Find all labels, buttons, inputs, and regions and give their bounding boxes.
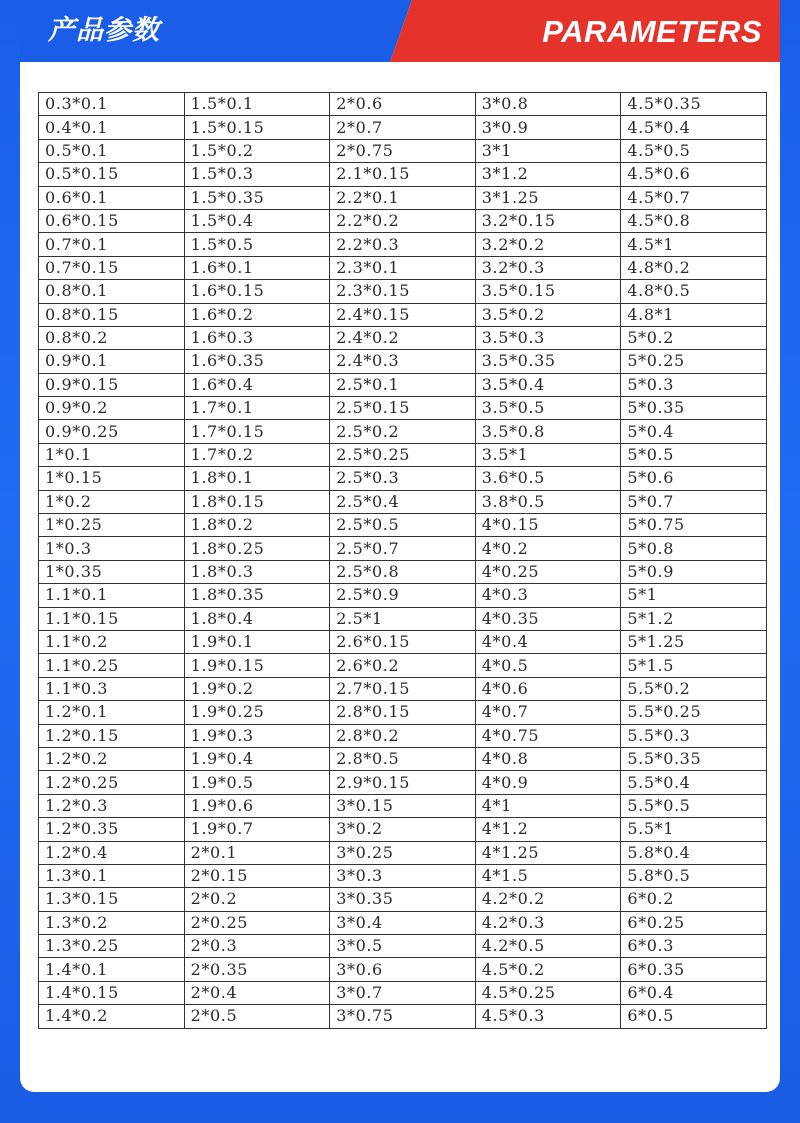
table-cell: 3.5*0.3 (475, 326, 621, 349)
table-row (39, 1005, 767, 1028)
table-cell: 5.5*0.3 (621, 724, 767, 747)
table-cell: 2.6*0.15 (330, 630, 476, 653)
table-cell: 3*0.8 (475, 93, 621, 116)
table-cell: 2*0.4 (184, 981, 330, 1004)
table-cell: 0.7*0.15 (39, 256, 185, 279)
parameters-table (38, 92, 767, 1029)
table-cell: 1.2*0.3 (39, 794, 185, 817)
table-cell: 1.2*0.25 (39, 771, 185, 794)
table-row (39, 794, 767, 817)
table-row (39, 935, 767, 958)
table-cell: 6*0.5 (621, 1005, 767, 1028)
table-cell: 2.5*1 (330, 607, 476, 630)
table-cell: 4.5*0.25 (475, 981, 621, 1004)
table-cell: 1.1*0.1 (39, 584, 185, 607)
table-cell: 5*0.5 (621, 443, 767, 466)
table-cell: 1.6*0.2 (184, 303, 330, 326)
table-cell: 2.5*0.2 (330, 420, 476, 443)
table-cell: 4.5*0.7 (621, 186, 767, 209)
table-cell: 1.9*0.7 (184, 818, 330, 841)
table-row (39, 537, 767, 560)
table-cell: 0.7*0.1 (39, 233, 185, 256)
table-cell: 0.9*0.1 (39, 350, 185, 373)
table-cell: 1.6*0.1 (184, 256, 330, 279)
table-cell: 3.5*1 (475, 443, 621, 466)
table-row (39, 888, 767, 911)
table-cell: 1.3*0.1 (39, 864, 185, 887)
table-cell: 2*0.3 (184, 935, 330, 958)
table-cell: 2*0.75 (330, 139, 476, 162)
table-cell: 2*0.15 (184, 864, 330, 887)
table-cell: 4.5*0.2 (475, 958, 621, 981)
table-cell: 1.6*0.15 (184, 280, 330, 303)
table-cell: 1.7*0.1 (184, 397, 330, 420)
table-cell: 2.3*0.1 (330, 256, 476, 279)
table-cell: 5.8*0.5 (621, 864, 767, 887)
table-cell: 3.2*0.15 (475, 209, 621, 232)
table-row (39, 818, 767, 841)
table-cell: 5.5*1 (621, 818, 767, 841)
table-cell: 2*0.1 (184, 841, 330, 864)
table-cell: 5*0.35 (621, 397, 767, 420)
table-cell: 1.3*0.2 (39, 911, 185, 934)
table-cell: 1.8*0.2 (184, 514, 330, 537)
table-cell: 2.3*0.15 (330, 280, 476, 303)
table-cell: 1.9*0.25 (184, 701, 330, 724)
table-cell: 3.5*0.4 (475, 373, 621, 396)
table-cell: 1.5*0.4 (184, 209, 330, 232)
table-cell: 6*0.35 (621, 958, 767, 981)
table-cell: 2.2*0.2 (330, 209, 476, 232)
table-cell: 1*0.35 (39, 560, 185, 583)
table-cell: 3*0.3 (330, 864, 476, 887)
table-cell: 2*0.35 (184, 958, 330, 981)
table-cell: 1.3*0.25 (39, 935, 185, 958)
table-cell: 2.5*0.9 (330, 584, 476, 607)
table-row (39, 747, 767, 770)
table-cell: 0.8*0.2 (39, 326, 185, 349)
table-cell: 1.1*0.15 (39, 607, 185, 630)
table-cell: 2.1*0.15 (330, 163, 476, 186)
table-cell: 2.4*0.3 (330, 350, 476, 373)
table-cell: 4*0.4 (475, 630, 621, 653)
table-cell: 4.5*0.6 (621, 163, 767, 186)
table-cell: 0.5*0.15 (39, 163, 185, 186)
table-cell: 1.2*0.35 (39, 818, 185, 841)
table-row (39, 256, 767, 279)
table-cell: 2.5*0.4 (330, 490, 476, 513)
table-cell: 2.8*0.2 (330, 724, 476, 747)
table-cell: 1.5*0.15 (184, 116, 330, 139)
table-cell: 3*0.6 (330, 958, 476, 981)
table-cell: 2.8*0.5 (330, 747, 476, 770)
table-cell: 2.8*0.15 (330, 701, 476, 724)
table-row (39, 630, 767, 653)
table-cell: 0.5*0.1 (39, 139, 185, 162)
table-cell: 3*0.5 (330, 935, 476, 958)
table-cell: 4.8*0.5 (621, 280, 767, 303)
table-cell: 1.3*0.15 (39, 888, 185, 911)
table-cell: 4*1.2 (475, 818, 621, 841)
table-row (39, 397, 767, 420)
table-row (39, 911, 767, 934)
table-cell: 5*1.25 (621, 630, 767, 653)
table-cell: 1*0.1 (39, 443, 185, 466)
table-cell: 2.5*0.7 (330, 537, 476, 560)
table-cell: 5*0.8 (621, 537, 767, 560)
table-cell: 5*1.2 (621, 607, 767, 630)
table-cell: 0.6*0.1 (39, 186, 185, 209)
table-cell: 0.8*0.1 (39, 280, 185, 303)
table-cell: 1*0.15 (39, 467, 185, 490)
table-cell: 4.8*0.2 (621, 256, 767, 279)
table-row (39, 958, 767, 981)
table-row (39, 209, 767, 232)
table-cell: 3*1.25 (475, 186, 621, 209)
table-cell: 4*0.75 (475, 724, 621, 747)
table-row (39, 654, 767, 677)
parameters-card (20, 0, 780, 1092)
table-cell: 0.4*0.1 (39, 116, 185, 139)
table-cell: 5.8*0.4 (621, 841, 767, 864)
table-cell: 0.8*0.15 (39, 303, 185, 326)
table-row (39, 607, 767, 630)
table-cell: 5.5*0.25 (621, 701, 767, 724)
table-cell: 1.5*0.1 (184, 93, 330, 116)
table-cell: 3.5*0.35 (475, 350, 621, 373)
table-cell: 3*1 (475, 139, 621, 162)
table-cell: 3*0.4 (330, 911, 476, 934)
table-cell: 1.9*0.1 (184, 630, 330, 653)
table-cell: 4*0.2 (475, 537, 621, 560)
table-row (39, 420, 767, 443)
table-cell: 1.8*0.1 (184, 467, 330, 490)
table-cell: 0.9*0.15 (39, 373, 185, 396)
table-cell: 0.6*0.15 (39, 209, 185, 232)
table-row (39, 233, 767, 256)
table-cell: 3*0.35 (330, 888, 476, 911)
table-cell: 4.5*0.5 (621, 139, 767, 162)
table-cell: 2.5*0.25 (330, 443, 476, 466)
table-row (39, 771, 767, 794)
table-row (39, 443, 767, 466)
table-cell: 5*0.7 (621, 490, 767, 513)
table-cell: 6*0.25 (621, 911, 767, 934)
table-row (39, 139, 767, 162)
table-cell: 3.5*0.2 (475, 303, 621, 326)
table-cell: 5*0.6 (621, 467, 767, 490)
table-cell: 1.6*0.4 (184, 373, 330, 396)
table-row (39, 981, 767, 1004)
table-cell: 4*0.15 (475, 514, 621, 537)
table-cell: 2.5*0.8 (330, 560, 476, 583)
table-cell: 4*0.35 (475, 607, 621, 630)
table-cell: 4.8*1 (621, 303, 767, 326)
table-cell: 1.6*0.3 (184, 326, 330, 349)
table-cell: 1.8*0.15 (184, 490, 330, 513)
table-cell: 4*0.6 (475, 677, 621, 700)
table-cell: 4.5*0.4 (621, 116, 767, 139)
table-cell: 5*1 (621, 584, 767, 607)
table-cell: 5.5*0.2 (621, 677, 767, 700)
table-cell: 1.4*0.2 (39, 1005, 185, 1028)
table-cell: 4*0.25 (475, 560, 621, 583)
table-cell: 3*0.9 (475, 116, 621, 139)
table-row (39, 701, 767, 724)
table-cell: 0.9*0.25 (39, 420, 185, 443)
table-cell: 4*0.3 (475, 584, 621, 607)
table-cell: 4.5*0.3 (475, 1005, 621, 1028)
table-cell: 2*0.6 (330, 93, 476, 116)
table-cell: 1.2*0.4 (39, 841, 185, 864)
table-cell: 3.5*0.15 (475, 280, 621, 303)
table-cell: 6*0.2 (621, 888, 767, 911)
table-cell: 1.1*0.2 (39, 630, 185, 653)
table-cell: 3.6*0.5 (475, 467, 621, 490)
table-cell: 1.5*0.5 (184, 233, 330, 256)
table-cell: 5.5*0.35 (621, 747, 767, 770)
table-cell: 1*0.3 (39, 537, 185, 560)
table-cell: 2.4*0.15 (330, 303, 476, 326)
table-cell: 1.7*0.15 (184, 420, 330, 443)
table-cell: 3*1.2 (475, 163, 621, 186)
table-cell: 2.5*0.1 (330, 373, 476, 396)
table-cell: 2*0.5 (184, 1005, 330, 1028)
table-cell: 3.5*0.5 (475, 397, 621, 420)
table-row (39, 93, 767, 116)
table-cell: 4*1.5 (475, 864, 621, 887)
table-cell: 2*0.2 (184, 888, 330, 911)
table-cell: 2*0.7 (330, 116, 476, 139)
table-cell: 2.5*0.3 (330, 467, 476, 490)
table-cell: 4*0.5 (475, 654, 621, 677)
table-cell: 4.5*0.8 (621, 209, 767, 232)
header-banner (20, 0, 780, 62)
table-cell: 1.9*0.6 (184, 794, 330, 817)
table-cell: 2.4*0.2 (330, 326, 476, 349)
table-cell: 1.9*0.3 (184, 724, 330, 747)
table-cell: 1.5*0.3 (184, 163, 330, 186)
table-cell: 3*0.15 (330, 794, 476, 817)
table-cell: 6*0.4 (621, 981, 767, 1004)
table-row (39, 326, 767, 349)
title-chinese: 产品参数 (48, 15, 160, 46)
table-row (39, 841, 767, 864)
table-cell: 2.5*0.15 (330, 397, 476, 420)
table-cell: 1.5*0.2 (184, 139, 330, 162)
table-cell: 3.8*0.5 (475, 490, 621, 513)
table-cell: 3*0.2 (330, 818, 476, 841)
table-cell: 1.2*0.2 (39, 747, 185, 770)
table-cell: 5*0.3 (621, 373, 767, 396)
table-cell: 5*0.25 (621, 350, 767, 373)
table-cell: 1.6*0.35 (184, 350, 330, 373)
table-cell: 3*0.75 (330, 1005, 476, 1028)
table-cell: 3.2*0.2 (475, 233, 621, 256)
table-cell: 1.8*0.35 (184, 584, 330, 607)
table-cell: 2.2*0.1 (330, 186, 476, 209)
table-cell: 0.3*0.1 (39, 93, 185, 116)
table-row (39, 490, 767, 513)
table-cell: 4*0.8 (475, 747, 621, 770)
table-row (39, 303, 767, 326)
table-cell: 2.9*0.15 (330, 771, 476, 794)
table-row (39, 186, 767, 209)
table-cell: 1.9*0.5 (184, 771, 330, 794)
table-cell: 1*0.2 (39, 490, 185, 513)
table-cell: 5.5*0.5 (621, 794, 767, 817)
table-cell: 2.7*0.15 (330, 677, 476, 700)
table-row (39, 163, 767, 186)
table-cell: 5*1.5 (621, 654, 767, 677)
table-cell: 3*0.25 (330, 841, 476, 864)
table-cell: 4.2*0.2 (475, 888, 621, 911)
table-cell: 4.2*0.3 (475, 911, 621, 934)
table-cell: 4*0.9 (475, 771, 621, 794)
table-cell: 2.5*0.5 (330, 514, 476, 537)
table-cell: 1.2*0.1 (39, 701, 185, 724)
table-cell: 1.4*0.15 (39, 981, 185, 1004)
table-cell: 1.7*0.2 (184, 443, 330, 466)
parameters-table-wrap (38, 92, 767, 1029)
table-cell: 1.8*0.3 (184, 560, 330, 583)
table-row (39, 584, 767, 607)
table-row (39, 677, 767, 700)
table-row (39, 280, 767, 303)
table-cell: 1.5*0.35 (184, 186, 330, 209)
table-row (39, 467, 767, 490)
table-cell: 5*0.9 (621, 560, 767, 583)
table-row (39, 724, 767, 747)
table-row (39, 373, 767, 396)
table-cell: 1.9*0.4 (184, 747, 330, 770)
table-row (39, 350, 767, 373)
table-cell: 5.5*0.4 (621, 771, 767, 794)
table-cell: 4*1.25 (475, 841, 621, 864)
table-cell: 1.4*0.1 (39, 958, 185, 981)
table-row (39, 514, 767, 537)
table-cell: 1.8*0.4 (184, 607, 330, 630)
table-cell: 2.6*0.2 (330, 654, 476, 677)
table-cell: 3*0.7 (330, 981, 476, 1004)
table-cell: 3.5*0.8 (475, 420, 621, 443)
table-row (39, 116, 767, 139)
table-cell: 0.9*0.2 (39, 397, 185, 420)
table-cell: 6*0.3 (621, 935, 767, 958)
table-cell: 1.1*0.25 (39, 654, 185, 677)
parameters-table-body (39, 93, 767, 1029)
table-cell: 4*0.7 (475, 701, 621, 724)
table-cell: 1.1*0.3 (39, 677, 185, 700)
table-cell: 4.2*0.5 (475, 935, 621, 958)
table-cell: 1*0.25 (39, 514, 185, 537)
table-cell: 1.8*0.25 (184, 537, 330, 560)
table-row (39, 864, 767, 887)
table-cell: 1.9*0.2 (184, 677, 330, 700)
table-cell: 5*0.4 (621, 420, 767, 443)
table-cell: 2*0.25 (184, 911, 330, 934)
title-english: PARAMETERS (542, 14, 762, 49)
table-cell: 3.2*0.3 (475, 256, 621, 279)
table-cell: 2.2*0.3 (330, 233, 476, 256)
table-cell: 5*0.2 (621, 326, 767, 349)
table-cell: 4.5*0.35 (621, 93, 767, 116)
table-cell: 4.5*1 (621, 233, 767, 256)
table-cell: 1.2*0.15 (39, 724, 185, 747)
table-cell: 4*1 (475, 794, 621, 817)
table-cell: 5*0.75 (621, 514, 767, 537)
table-row (39, 560, 767, 583)
table-cell: 1.9*0.15 (184, 654, 330, 677)
